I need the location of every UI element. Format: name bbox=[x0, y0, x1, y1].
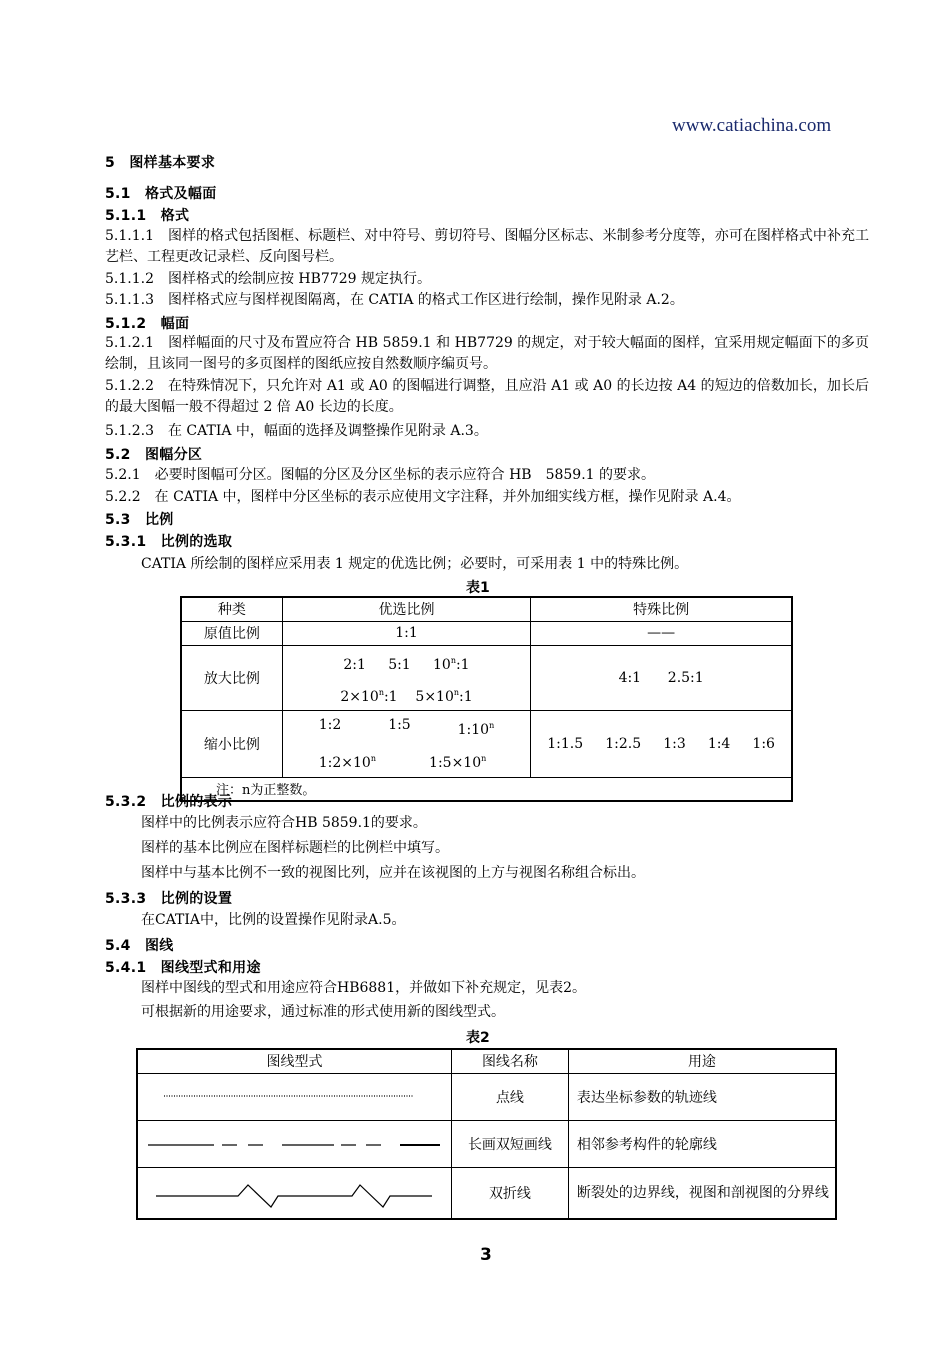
table1-enlarge-preferred bbox=[282, 645, 531, 710]
table1-reduce-label: 缩小比例 bbox=[181, 710, 282, 777]
ratio-value: 1:4 bbox=[707, 735, 731, 752]
section-5-4-heading: 5.4 图线 bbox=[105, 938, 174, 954]
ratio-value: 1:6 bbox=[752, 735, 775, 752]
ratio-value: 1:2 bbox=[318, 716, 342, 733]
table2-name-cell: 双折线 bbox=[452, 1167, 569, 1219]
paragraph-5-3-3: 在CATIA中，比例的设置操作见附录A.5。 bbox=[141, 912, 406, 928]
section-5-3-3-heading: 5.3.3 比例的设置 bbox=[105, 891, 233, 907]
section-5-heading: 5 图样基本要求 bbox=[105, 155, 216, 171]
table1-header-preferred: 优选比例 bbox=[282, 597, 531, 621]
table1-original-preferred: 1:1 bbox=[282, 621, 531, 645]
ratio-value: 1:1.5 bbox=[547, 735, 584, 752]
table1-row-original bbox=[181, 621, 792, 645]
paragraph-5-1-2-3: 5.1.2.3 在 CATIA 中，幅面的选择及调整操作见附录 A.3。 bbox=[105, 423, 488, 439]
section-5-3-2-heading: 5.3.2 比例的表示 bbox=[105, 794, 233, 810]
line-type-table bbox=[136, 1048, 837, 1220]
table1-header-row bbox=[181, 597, 792, 621]
ratio-value: 2:1 bbox=[343, 656, 366, 673]
line-sample-double-zigzag bbox=[137, 1167, 452, 1219]
table2-caption: 表2 bbox=[466, 1030, 490, 1046]
paragraph-5-3-2-a: 图样中的比例表示应符合HB 5859.1的要求。 bbox=[141, 815, 427, 831]
table2-row bbox=[137, 1073, 836, 1120]
table2-row bbox=[137, 1120, 836, 1167]
table1-enlarge-label: 放大比例 bbox=[181, 645, 282, 710]
ratio-value: 10$^n$:1 bbox=[432, 655, 470, 673]
table2-header-usage: 用途 bbox=[568, 1049, 836, 1073]
section-5-4-1-heading: 5.4.1 图线型式和用途 bbox=[105, 960, 261, 976]
paragraph-5-3-2-c: 图样中与基本比例不一致的视图比列，应并在该视图的上方与视图名称组合标出。 bbox=[141, 865, 645, 881]
paragraph-5-4-1-a: 图样中图线的型式和用途应符合HB6881，并做如下补充规定，见表2。 bbox=[141, 980, 587, 996]
paragraph-5-4-1-b: 可根据新的用途要求，通过标准的形式使用新的图线型式。 bbox=[141, 1004, 505, 1020]
ratio-value: $1:2\times 10^n$ bbox=[318, 753, 376, 771]
table1-header-kind: 种类 bbox=[181, 597, 282, 621]
section-5-3-1-heading: 5.3.1 比例的选取 bbox=[105, 534, 233, 550]
section-5-1-2-heading: 5.1.2 幅面 bbox=[105, 316, 190, 332]
table2-row bbox=[137, 1167, 836, 1219]
paragraph-5-3-1: CATIA 所绘制的图样应采用表 1 规定的优选比例；必要时，可采用表 1 中的特殊比例。 bbox=[141, 556, 689, 572]
ratio-value: $2\times 10^n:1$ bbox=[340, 687, 398, 705]
table1-reduce-special bbox=[531, 710, 792, 777]
long-double-short-dash-icon bbox=[138, 1121, 451, 1167]
table1-note: 注：n为正整数。 bbox=[181, 777, 792, 801]
section-5-2-heading: 5.2 图幅分区 bbox=[105, 447, 203, 463]
paragraph-5-3-2-b: 图样的基本比例应在图样标题栏的比例栏中填写。 bbox=[141, 840, 449, 856]
ratio-value: $5\times 10^n:1$ bbox=[415, 687, 473, 705]
table1-header-special: 特殊比例 bbox=[531, 597, 792, 621]
paragraph-5-1-2-2: 5.1.2.2 在特殊情况下，只允许对 A1 或 A0 的图幅进行调整，且应沿 A1 或 A0 的长边按 A4 的短边的倍数加长，加长后的最大图幅一般不得超过 2 倍 A0 长边的长度。 bbox=[105, 378, 869, 415]
double-zigzag-break-icon bbox=[138, 1168, 451, 1218]
site-url: www.catiachina.com bbox=[672, 115, 832, 136]
table1-original-special: —— bbox=[531, 621, 792, 645]
table2-header-style: 图线型式 bbox=[137, 1049, 452, 1073]
section-5-1-1-heading: 5.1.1 格式 bbox=[105, 208, 190, 224]
table2-usage-cell: 相邻参考构件的轮廓线 bbox=[568, 1120, 836, 1167]
paragraph-5-2-2: 5.2.2 在 CATIA 中，图样中分区坐标的表示应使用文字注释，并外加细实线方框，操作见附录 A.4。 bbox=[105, 489, 741, 505]
paragraph-5-1-1-1: 5.1.1.1 图样的格式包括图框、标题栏、对中符号、剪切符号、图幅分区标志、米制参考分度等，亦可在图样格式中补充工艺栏、工程更改记录栏、反向图号栏。 bbox=[105, 228, 869, 265]
table1-caption: 表1 bbox=[466, 580, 490, 596]
table1-original-label: 原值比例 bbox=[181, 621, 282, 645]
table2-header-row bbox=[137, 1049, 836, 1073]
paragraph-5-2-1: 5.2.1 必要时图幅可分区。图幅的分区及分区坐标的表示应符合 HB 5859.1 的要求。 bbox=[105, 467, 656, 483]
table1-row-reduce bbox=[181, 710, 792, 777]
table2-name-cell: 点线 bbox=[452, 1073, 569, 1120]
table2-usage-cell: 断裂处的边界线，视图和剖视图的分界线 bbox=[568, 1167, 836, 1219]
table1-row-note bbox=[181, 777, 792, 801]
table2-name-cell: 长画双短画线 bbox=[452, 1120, 569, 1167]
table2-usage-cell: 表达坐标参数的轨迹线 bbox=[568, 1073, 836, 1120]
table1-reduce-preferred bbox=[282, 710, 531, 777]
ratio-value: $1:5\times 10^n$ bbox=[429, 753, 487, 771]
paragraph-5-1-1-2: 5.1.1.2 图样格式的绘制应按 HB7729 规定执行。 bbox=[105, 271, 432, 287]
table2-header-name: 图线名称 bbox=[452, 1049, 569, 1073]
ratio-value: 1:5 bbox=[388, 716, 411, 733]
ratio-value: 2.5:1 bbox=[667, 669, 704, 686]
ratio-value: 1:10$^n$ bbox=[457, 720, 495, 738]
dotted-line-icon bbox=[138, 1074, 451, 1120]
section-5-1-heading: 5.1 格式及幅面 bbox=[105, 186, 217, 202]
line-sample-long-double-short-dash bbox=[137, 1120, 452, 1167]
page-number: 3 bbox=[480, 1245, 492, 1265]
section-5-3-heading: 5.3 比例 bbox=[105, 512, 174, 528]
paragraph-5-1-1-3: 5.1.1.3 图样格式应与图样视图隔离，在 CATIA 的格式工作区进行绘制，操作见附录 A.2。 bbox=[105, 292, 684, 308]
ratio-table bbox=[180, 596, 793, 802]
table1-row-enlarge bbox=[181, 645, 792, 710]
ratio-value: 5:1 bbox=[388, 656, 411, 673]
line-sample-dotted bbox=[137, 1073, 452, 1120]
paragraph-5-1-2-1: 5.1.2.1 图样幅面的尺寸及布置应符合 HB 5859.1 和 HB7729 的规定，对于较大幅面的图样，宜采用规定幅面下的多页绘制，且该同一图号的多页图样的图纸应按自然数顺序编页号。 bbox=[105, 335, 869, 372]
ratio-value: 4:1 bbox=[618, 669, 642, 686]
ratio-value: 1:2.5 bbox=[605, 735, 642, 752]
table1-enlarge-special bbox=[531, 645, 792, 710]
ratio-value: 1:3 bbox=[663, 735, 686, 752]
